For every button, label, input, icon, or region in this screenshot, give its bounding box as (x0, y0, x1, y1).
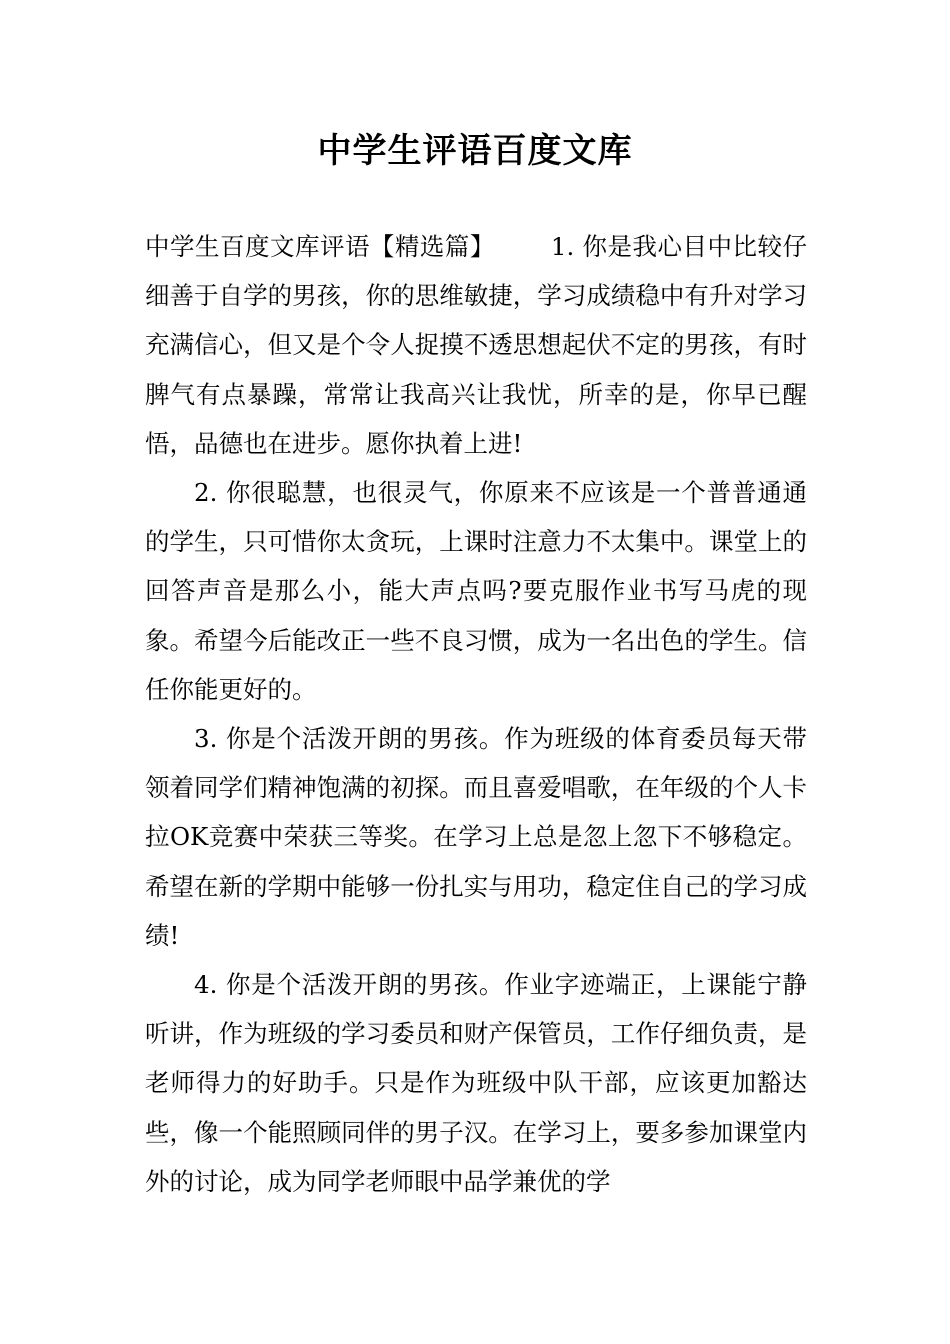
paragraph-1-lead: 中学生百度文库评语【精选篇】 (145, 232, 495, 261)
paragraph-1 (145, 222, 807, 468)
document-title: 中学生评语百度文库 (317, 131, 633, 171)
paragraph-4: 4. 你是个活泼开朗的男孩。作业字迹端正，上课能宁静听讲，作为班级的学习委员和财产保管员，工作仔细负责，是老师得力的好助手。只是作为班级中队干部，应该更加豁达些，像一个能照顾同伴的男子汉。在学习上，要多参加课堂内外的讨论，成为同学老师眼中品学兼优的学 (145, 970, 807, 1196)
paragraph-1-text: 1. 你是我心目中比较仔细善于自学的男孩，你的思维敏捷，学习成绩稳中有升对学习充满信心，但又是个令人捉摸不透思想起伏不定的男孩，有时脾气有点暴躁，常常让我高兴让我忧，所幸的是，你早已醒悟，品德也在进步。愿你执着上进! (145, 232, 808, 458)
paragraph-2: 2. 你很聪慧，也很灵气，你原来不应该是一个普普通通的学生，只可惜你太贪玩，上课时注意力不太集中。课堂上的回答声音是那么小，能大声点吗?要克服作业书写马虎的现象。希望今后能改正一些不良习惯，成为一名出色的学生。信任你能更好的。 (145, 478, 807, 704)
document-body (145, 222, 807, 1206)
paragraph-3: 3. 你是个活泼开朗的男孩。作为班级的体育委员每天带领着同学们精神饱满的初探。而且喜爱唱歌，在年级的个人卡拉OK竞赛中荣获三等奖。在学习上总是忽上忽下不够稳定。希望在新的学期中能够一份扎实与用功，稳定住自己的学习成绩! (145, 724, 807, 950)
